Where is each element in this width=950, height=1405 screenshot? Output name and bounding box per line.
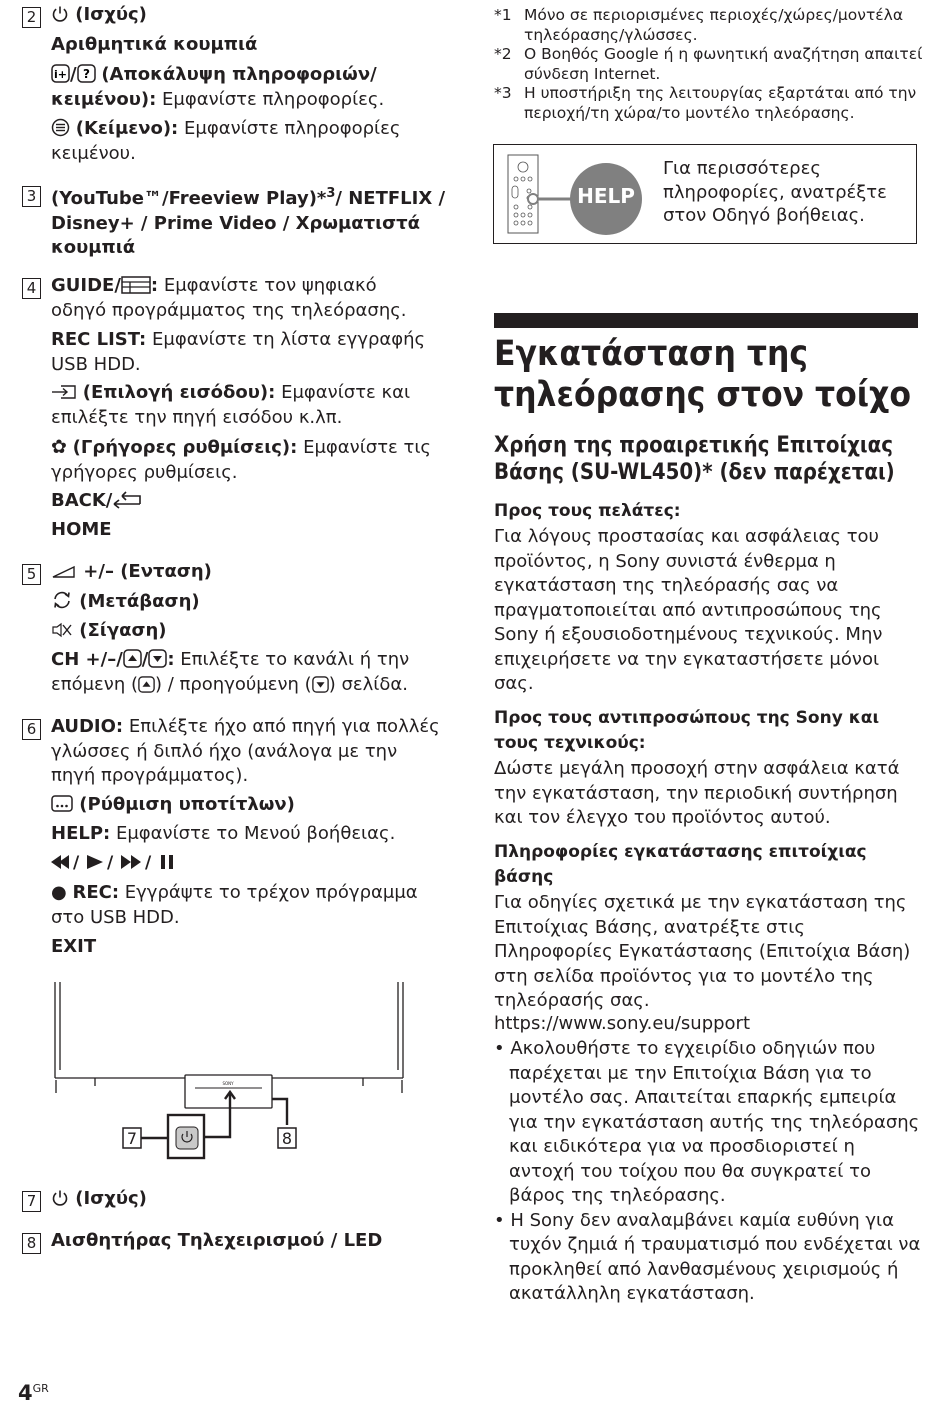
dealers-title: Προς τους αντιπροσώπους της Sony και τους τεχνικούς: [494,708,880,753]
sony-logo: SONY [222,1081,234,1086]
svg-text:/: / [73,853,80,871]
support-url[interactable]: https://www.sony.eu/support [494,1013,751,1034]
help-badge: HELP [577,184,635,208]
channel-entry: CH +/–/ / : Επιλέξτε το κανάλι ή την επόμενη ( ) / προηγούμενη ( ) σελίδα. [51,649,410,695]
svg-text:i+: i+ [54,68,67,81]
guide-entry: GUIDE/ : Εμφανίστε τον ψηφιακό οδηγό προγράμματος της τηλεόρασης. [51,275,407,321]
rec-list-entry: REC LIST: Εμφανίστε τη λίστα εγγραφής USB HDD. [51,329,426,375]
customers-text: Για λόγους προστασίας και ασφάλειας του προϊόντος, η Sony συνιστά ένθερμα η εγκατάσταση της τηλεόρασής σας να πραγματοποιείται από αντιπροσώπους της Sony ή εξουσιοδοτημένους τεχνικούς. Μην επιχειρήσετε να την εγκαταστήσετε μόνοι σας. [494,526,883,694]
audio-entry: AUDIO: Επιλέξτε ήχο από πηγή για πολλές γλώσσες ή διπλό ήχο (ανάλογα με την πηγή προγράμματος). [51,716,440,786]
power-icon [51,1189,69,1207]
footnote: *2 Ο Βοηθός Google ή η φωνητική αναζήτηση απαιτεί σύνδεση Internet. [494,45,923,83]
mute-entry: (Σίγαση) [51,619,167,644]
tv-bottom-diagram [50,980,410,1165]
svg-text:/: / [107,853,114,871]
input-icon [51,383,77,401]
item-number: 7 [22,1191,41,1212]
volume-entry: +/– (Ενταση) [51,560,212,585]
install-info-title: Πληροφορίες εγκατάστασης επιτοίχιας βάσης [494,842,867,887]
jump-entry: (Μετάβαση) [51,590,200,615]
home-label: HOME [51,519,112,540]
info-icon [51,64,70,83]
customers-title: Προς τους πελάτες: [494,501,681,521]
callout-8: 8 [281,1129,293,1148]
list-item: • Ακολουθήστε το εγχειρίδιο οδηγιών που παρέχεται με την Επιτοίχια Βάση για το μοντέλο σας. Απαιτείται επαρκής εμπειρία για την εγκατάσταση αυτής της τηλεόρασης και ειδικότερα για να προσδιοριστεί η αντοχή του τοίχου που θα συγκρατεί το βάρος της τηλεόρασης. [494,1038,920,1206]
gear-icon: ✿ [51,436,67,458]
list-item: • Η Sony δεν αναλαμβάνει καμία ευθύνη για τυχόν ζημιά ή τραυματισμό που ενδέχεται να προκληθεί από λανθασμένους χειρισμούς ή ακατάλληλη εγκατάσταση. [494,1209,921,1304]
footnote: *3 Η υποστήριξη της λειτουργίας εξαρτάται από την περιοχή/τη χώρα/το μοντέλο τηλεόρασης. [494,84,917,122]
item-number: 8 [22,1233,41,1254]
item-number: 3 [22,186,41,207]
subtitle-icon [51,794,73,813]
input-entry: (Επιλογή εισόδου): Εμφανίστε και επιλέξτε την πηγή εισόδου κ.λπ. [51,382,411,428]
callout-7: 7 [126,1129,138,1148]
mute-icon [51,621,73,639]
guide-icon [121,276,151,294]
exit-label: EXIT [51,936,97,957]
footnotes [494,6,924,123]
help-question-icon [77,64,96,83]
footnote: *1 Μόνο σε περιορισμένες περιοχές/χώρες/μοντέλα τηλεόρασης/γλώσσες. [494,6,904,44]
page-up-icon [123,649,142,668]
power-heading-7: (Ισχύς) [51,1187,147,1212]
svg-text:/: / [145,853,152,871]
playback-icons [51,853,199,871]
svg-text:?: ? [82,67,90,81]
text-entry: (Κείμενο): Εμφανίστε πληροφορίες κειμένου. [51,118,401,164]
back-icon [112,491,144,509]
volume-icon [51,564,77,580]
numeric-buttons-label: Αριθμητικά κουμπιά [51,34,258,55]
section-3-heading: (YouTube™/Freeview Play)*$^3$/ NETFLIX / Disney+ / Prime Video / Χρωματιστά κουμπιά [51,186,446,258]
remote-sensor-heading: Αισθητήρας Τηλεχειρισμού / LED [51,1230,383,1251]
quick-settings-entry: ✿ (Γρήγορες ρυθμίσεις): Εμφανίστε τις γρήγορες ρυθμίσεις. [51,436,431,483]
page-heading: Εγκατάσταση της τηλεόρασης στον τοίχο [494,334,911,415]
page-up-icon [138,676,155,693]
subheading: Χρήση της προαιρετικής Επιτοίχιας Βάσης (SU-WL450)* (δεν παρέχεται) [494,433,895,485]
subtitle-entry: (Ρύθμιση υποτίτλων) [51,793,295,818]
help-callout-box [493,144,917,244]
dealers-text: Δώστε μεγάλη προσοχή στην ασφάλεια κατά την εγκατάσταση, την περιοδική συντήρηση και τον έλεγχο του προϊόντος αυτού. [494,758,900,828]
power-icon [51,5,69,23]
page-down-icon [312,676,329,693]
item-number: 5 [22,564,41,585]
record-icon: ● [51,882,67,903]
info-text-entry: i+ / ? (Αποκάλυψη πληροφοριών/ κειμένου): Εμφανίστε πληροφορίες. [51,64,385,110]
section-rule [494,313,918,328]
install-info-text: Για οδηγίες σχετικά με την εγκατάσταση της Επιτοίχιας Βάσης, ανατρέξτε στις Πληροφορίες Εγκατάστασης (Επιτοίχια Βάση) στη σελίδα προϊόντος για το μοντέλο της τηλεόρασής σας. [494,892,911,1011]
record-entry: ● REC: Εγγράψτε το τρέχον πρόγραμμα στο USB HDD. [51,882,418,928]
item-number: 2 [22,7,41,28]
back-entry: BACK/ [51,489,144,514]
help-box-text: Για περισσότερες πληροφορίες, ανατρέξτε στον Οδηγό βοήθειας. [663,158,887,226]
jump-icon [51,590,73,610]
page-down-icon [148,649,167,668]
text-icon [51,118,70,137]
item-number: 6 [22,719,41,740]
help-entry: HELP: Εμφανίστε το Μενού βοήθειας. [51,823,396,844]
page-number: $4^{GR}$ [18,1381,49,1405]
power-heading: (Ισχύς) [51,3,147,28]
playback-controls [51,851,199,876]
item-number: 4 [22,278,41,299]
bullet-list [494,1037,924,1307]
